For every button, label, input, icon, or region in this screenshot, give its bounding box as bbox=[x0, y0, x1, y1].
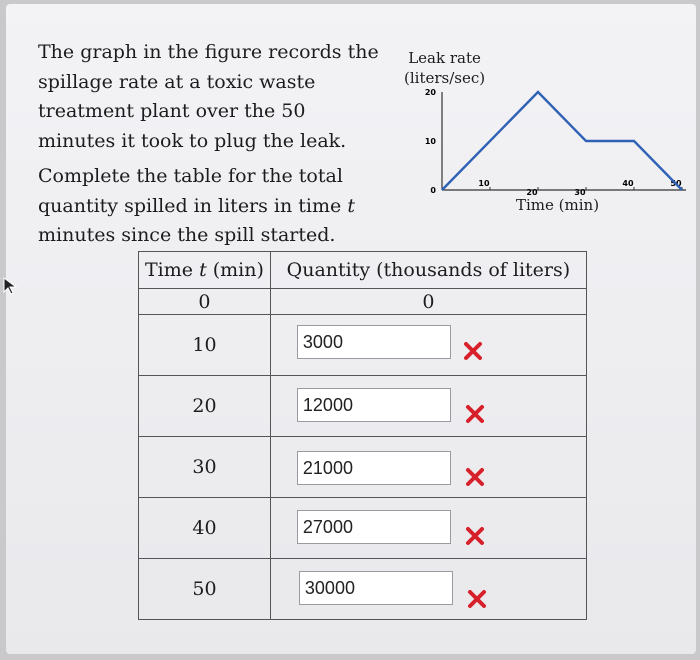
y-axis-label: Leak rate (liters/sec) bbox=[404, 49, 486, 87]
answer-input[interactable]: 3000 bbox=[297, 325, 451, 359]
table-row bbox=[139, 289, 587, 315]
time-cell: 50 bbox=[139, 559, 271, 620]
question-panel bbox=[6, 4, 696, 654]
table-row bbox=[139, 559, 587, 620]
col-header-time: Time t (min) bbox=[139, 252, 271, 289]
answer-input[interactable]: 12000 bbox=[297, 388, 451, 422]
x-tick-label: 30 bbox=[574, 188, 586, 197]
answer-input[interactable]: 21000 bbox=[297, 451, 451, 485]
x-mark-icon bbox=[465, 404, 485, 424]
table-row bbox=[139, 437, 587, 498]
answer-cell bbox=[270, 376, 586, 437]
x-tick-label: 40 bbox=[622, 179, 634, 188]
question-text bbox=[38, 38, 388, 257]
x-tick-label: 50 bbox=[670, 179, 682, 188]
y-tick-label: 10 bbox=[424, 137, 436, 146]
x-mark-icon bbox=[465, 526, 485, 546]
x-tick-label: 10 bbox=[478, 179, 490, 188]
leak-rate-graph bbox=[386, 44, 700, 234]
answer-input[interactable]: 27000 bbox=[297, 510, 451, 544]
cursor-arrow-icon bbox=[2, 276, 18, 296]
y-tick-label: 20 bbox=[424, 88, 436, 97]
answer-cell bbox=[270, 437, 586, 498]
time-cell: 40 bbox=[139, 498, 271, 559]
answer-cell bbox=[270, 498, 586, 559]
question-paragraph-2: Complete the table for the total quantity spilled in liters in time t minutes since the spill started. bbox=[38, 165, 355, 246]
table-row bbox=[139, 315, 587, 376]
x-mark-icon bbox=[463, 341, 483, 361]
time-cell: 0 bbox=[139, 289, 271, 315]
time-cell: 30 bbox=[139, 437, 271, 498]
quantity-table bbox=[138, 251, 587, 620]
leak-rate-series bbox=[442, 92, 682, 190]
time-cell: 20 bbox=[139, 376, 271, 437]
answer-input[interactable]: 30000 bbox=[299, 571, 453, 605]
x-tick-label: 20 bbox=[526, 188, 538, 197]
x-axis-label: Time (min) bbox=[516, 196, 600, 214]
table-row bbox=[139, 376, 587, 437]
y-tick-label: 0 bbox=[430, 186, 436, 195]
quantity-cell: 0 bbox=[270, 289, 586, 315]
table-row bbox=[139, 498, 587, 559]
time-cell: 10 bbox=[139, 315, 271, 376]
col-header-quantity: Quantity (thousands of liters) bbox=[270, 252, 586, 289]
question-paragraph-1: The graph in the figure records the spillage rate at a toxic waste treatment plant over the 50 minutes it took to plug the leak. bbox=[38, 41, 379, 152]
answer-cell bbox=[270, 315, 586, 376]
x-mark-icon bbox=[465, 467, 485, 487]
answer-cell bbox=[270, 559, 586, 620]
x-mark-icon bbox=[467, 589, 487, 609]
